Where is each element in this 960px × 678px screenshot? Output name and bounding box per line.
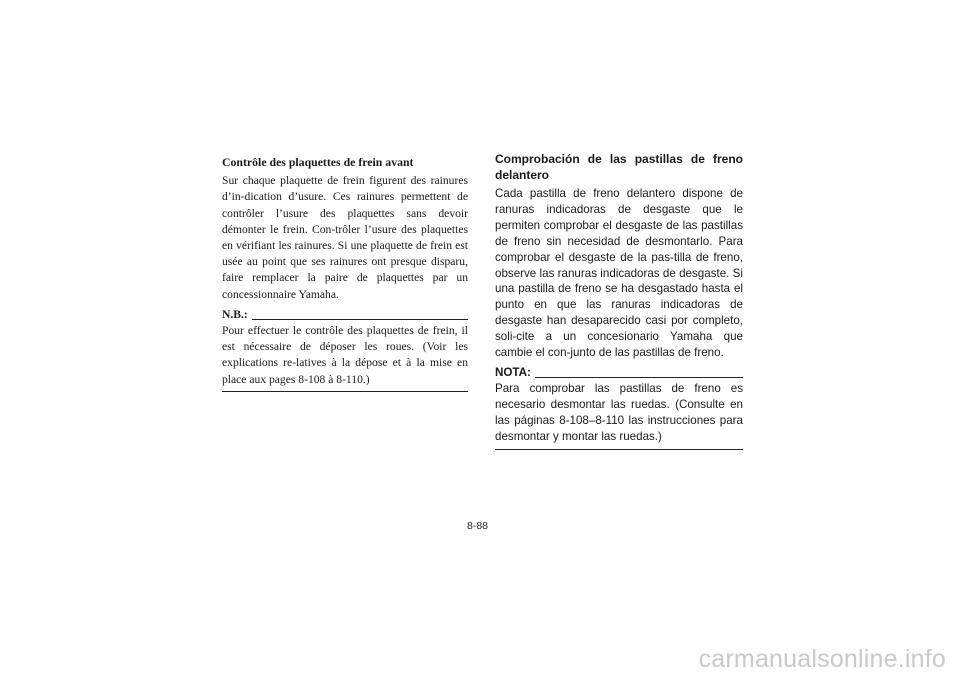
spanish-note-end-rule	[495, 449, 743, 450]
spanish-note-header	[495, 365, 743, 381]
spanish-column	[495, 152, 743, 450]
french-heading: Contrôle des plaquettes de frein avant	[222, 155, 414, 169]
spanish-heading: Comprobación de las pastillas de freno delantero	[495, 152, 743, 182]
spanish-body: Cada pastilla de freno delantero dispone de ranuras indicadoras de desgaste que le permiten comprobar el desgaste de las pastillas de freno sin necesidad de desmontarlo. Para comprobar el desgaste de la pas-tilla de freno, observe las ranuras indicadoras de desgaste. Si una pastilla de freno se ha desgastado hasta el punto en que las ranuras indicadoras de desgaste han desaparecido casi por completo, soli-cite a un concesionario Yamaha que cambie el con-junto de las pastillas de freno.	[495, 187, 743, 360]
spanish-note-rule	[535, 376, 743, 378]
french-note-end-rule	[222, 391, 468, 392]
french-column	[222, 154, 468, 392]
spanish-note-text: Para comprobar las pastillas de freno es necesario desmontar las ruedas. (Consulte en las páginas 8-108–8-110 las instrucciones para desmontar y montar las ruedas.)	[495, 381, 743, 443]
french-note-text: Pour effectuer le contrôle des plaquettes de frein, il est nécessaire de déposer les roues. (Voir les explications re-latives à la dépose et à la mise en place aux pages 8-108 à 8-110.)	[222, 324, 468, 386]
french-note-header	[222, 307, 468, 323]
french-note-rule	[252, 318, 468, 320]
page-number: 8-88	[467, 520, 489, 532]
spanish-note-label: NOTA:	[495, 365, 531, 379]
watermark-text: carmanualsonline.info	[698, 645, 946, 673]
french-body: Sur chaque plaquette de frein figurent des rainures d’in-dication d’usure. Ces rainures permettent de contrôler l’usure des plaquettes sans devoir démonter le frein. Con-trôler l’usure des plaquettes en vérifiant les rainures. Si une plaquette de frein est usée au point que ses rainures ont presque disparu, faire remplacer la paire de plaquettes par un concessionnaire Yamaha.	[222, 174, 468, 301]
french-note-label: N.B.:	[222, 307, 248, 321]
